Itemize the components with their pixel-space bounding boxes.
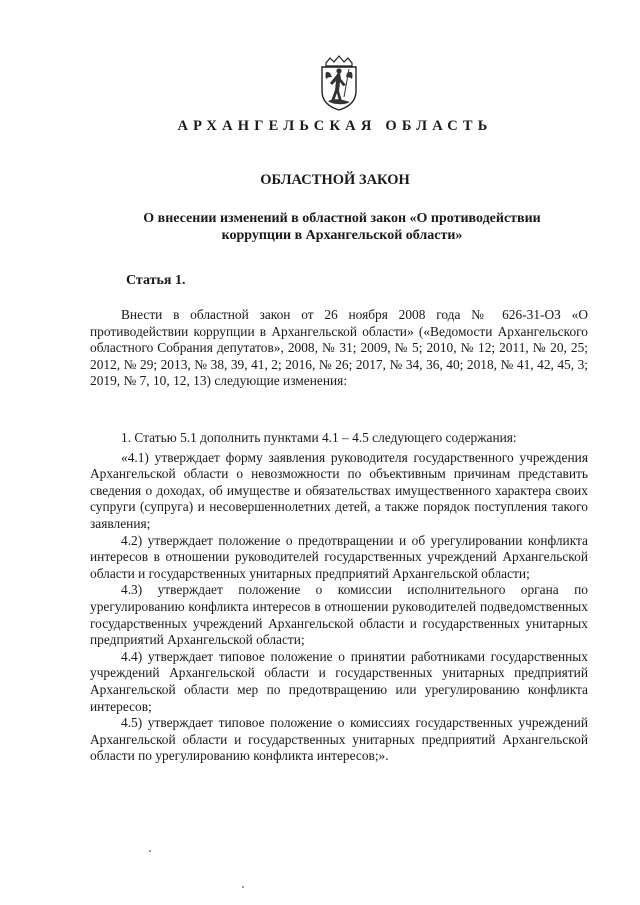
document-type: ОБЛАСТНОЙ ЗАКОН [260,172,410,188]
scan-speck [242,886,244,888]
intro-paragraph: Внести в областной закон от 26 ноября 2008 года № 626-31-ОЗ «О противодействии коррупции в Архангельской области» («Ведомости Архангельского областного Собрания депутатов», 2008, № 31; 2009, № 5; 2010, № 12; 2011, № 20, 25; 2012, № 29; 2013, № 38, 39, 41, 2; 2016, № 26; 2017, № 34, 36, 40; 2018, № 41, 42, 45, 3; 2019, № 7, 10, 12, 13) следующие изменения: [90,307,588,389]
point-4-1: «4.1) утверждает форму заявления руководителя государственного учреждения Архангельской области о невозможности по объективным причинам представить сведения о доходах, об имуществе и обязательствах имущественного характера своих супруги (супруга) и несовершеннолетних детей, а также порядок поступления такого заявления; [90,449,588,531]
point-4-5: 4.5) утверждает типовое положение о комиссиях государственных учреждений Архангельской области и государственных унитарных предприятий Архангельской области по урегулированию конфликта интересов;». [90,715,588,764]
region-heading: АРХАНГЕЛЬСКАЯ ОБЛАСТЬ [177,118,493,134]
amendment-list [90,430,588,765]
article-intro [90,307,588,390]
point-4-2: 4.2) утверждает положение о предотвращении и об урегулировании конфликта интересов в отношении руководителей государственных учреждений Архангельской области и государственных унитарных предприятий Архангельской области; [90,532,588,581]
point-4-4: 4.4) утверждает типовое положение о принятии работниками государственных учреждений Архангельской области и государственных унитарных предприятий Архангельской области мер по предотвращению или урегулированию конфликта интересов; [90,648,588,714]
point-4-3: 4.3) утверждает положение о комиссии исполнительного органа по урегулированию конфликта интересов в отношении руководителей подведомственных государственных учреждений Архангельской области и государственных унитарных предприятий Архангельской области; [90,582,588,648]
scan-speck [149,850,151,852]
item-1-paragraph: 1. Статью 5.1 дополнить пунктами 4.1 – 4.5 следующего содержания: [121,430,517,445]
document-title: О внесении изменений в областной закон «О противодействии коррупции в Архангельской области» [143,211,541,243]
coat-of-arms-icon [316,55,362,111]
article-heading: Статья 1. [126,273,186,288]
